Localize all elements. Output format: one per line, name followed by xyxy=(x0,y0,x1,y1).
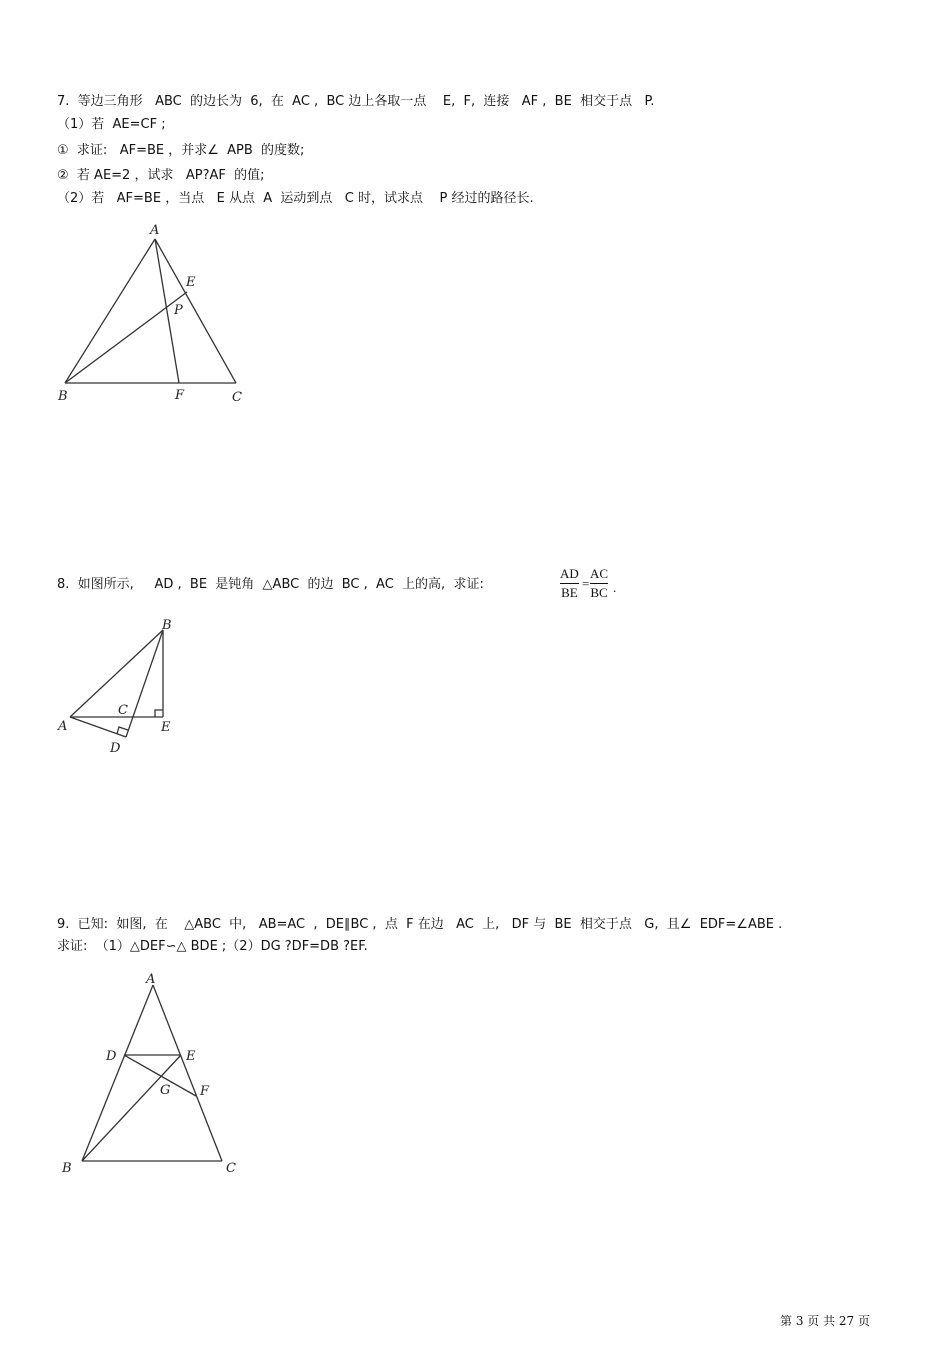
problem9-prove: 求证: （1）△DEF∽△ BDE ;（2）DG ?DF=DB ?EF. xyxy=(57,939,368,954)
label-e: E xyxy=(186,1049,196,1064)
segment-ab xyxy=(82,985,153,1161)
label-b: B xyxy=(162,618,172,633)
fraction-bar xyxy=(560,583,579,584)
label-a: A xyxy=(58,719,68,734)
problem7-figure xyxy=(50,218,260,417)
segment-ab xyxy=(70,630,163,717)
segment-be xyxy=(65,292,187,383)
fraction-numerator: AC xyxy=(590,566,609,581)
right-angle-d xyxy=(117,727,128,734)
label-a: A xyxy=(150,223,160,238)
segment-ab xyxy=(65,239,155,383)
problem7-part1: （1）若 AE=CF ; xyxy=(57,117,166,132)
label-f: F xyxy=(200,1084,210,1099)
label-e: E xyxy=(161,720,171,735)
fraction-ad-be xyxy=(560,566,579,601)
label-d: D xyxy=(110,741,121,756)
fraction-bar xyxy=(590,583,608,584)
problem7-part1-q2: ② 若 AE=2 ，试求 AP?AF 的值; xyxy=(57,168,265,183)
equals-sign: = xyxy=(582,576,590,591)
period: . xyxy=(613,580,617,595)
label-c: C xyxy=(226,1161,236,1176)
problem8-statement: 8. 如图所示, AD , BE 是钝角 △ABC 的边 BC , AC 上的高, 求证: xyxy=(57,577,484,592)
right-angle-e xyxy=(155,710,163,717)
label-e: E xyxy=(186,275,196,290)
segment-bd xyxy=(126,630,163,737)
label-c: C xyxy=(118,703,128,718)
segment-be xyxy=(82,1055,181,1161)
problem7-part1-q1: ① 求证: AF=BE ，并求∠ APB 的度数; xyxy=(57,143,305,158)
problem8-figure xyxy=(50,612,190,766)
problem9-figure xyxy=(50,965,260,1189)
problem9-statement: 9. 已知: 如图, 在 △ABC 中, AB=AC , DE∥BC , 点 F 在边 AC 上, DF 与 BE 相交于点 G, 且∠ EDF=∠ABE . xyxy=(57,917,783,932)
fraction-ac-bc xyxy=(590,566,608,601)
label-g: G xyxy=(160,1083,171,1098)
label-f: F xyxy=(175,388,185,403)
label-d: D xyxy=(106,1049,117,1064)
fraction-denominator: BC xyxy=(590,585,608,600)
fraction-denominator: BE xyxy=(561,585,578,600)
label-b: B xyxy=(58,389,68,404)
problem7-part2: （2）若 AF=BE ，当点 E 从点 A 运动到点 C 时，试求点 P 经过的路径长. xyxy=(57,191,534,206)
label-b: B xyxy=(62,1161,72,1176)
problem7-statement: 7. 等边三角形 ABC 的边长为 6, 在 AC , BC 边上各取一点 E, F, 连接 AF , BE 相交于点 P. xyxy=(57,94,655,109)
label-p: P xyxy=(174,303,183,318)
label-c: C xyxy=(232,390,242,405)
fraction-numerator: AD xyxy=(560,566,579,581)
page-number: 第 3 页 共 27 页 xyxy=(780,1314,870,1328)
label-a: A xyxy=(146,972,156,987)
